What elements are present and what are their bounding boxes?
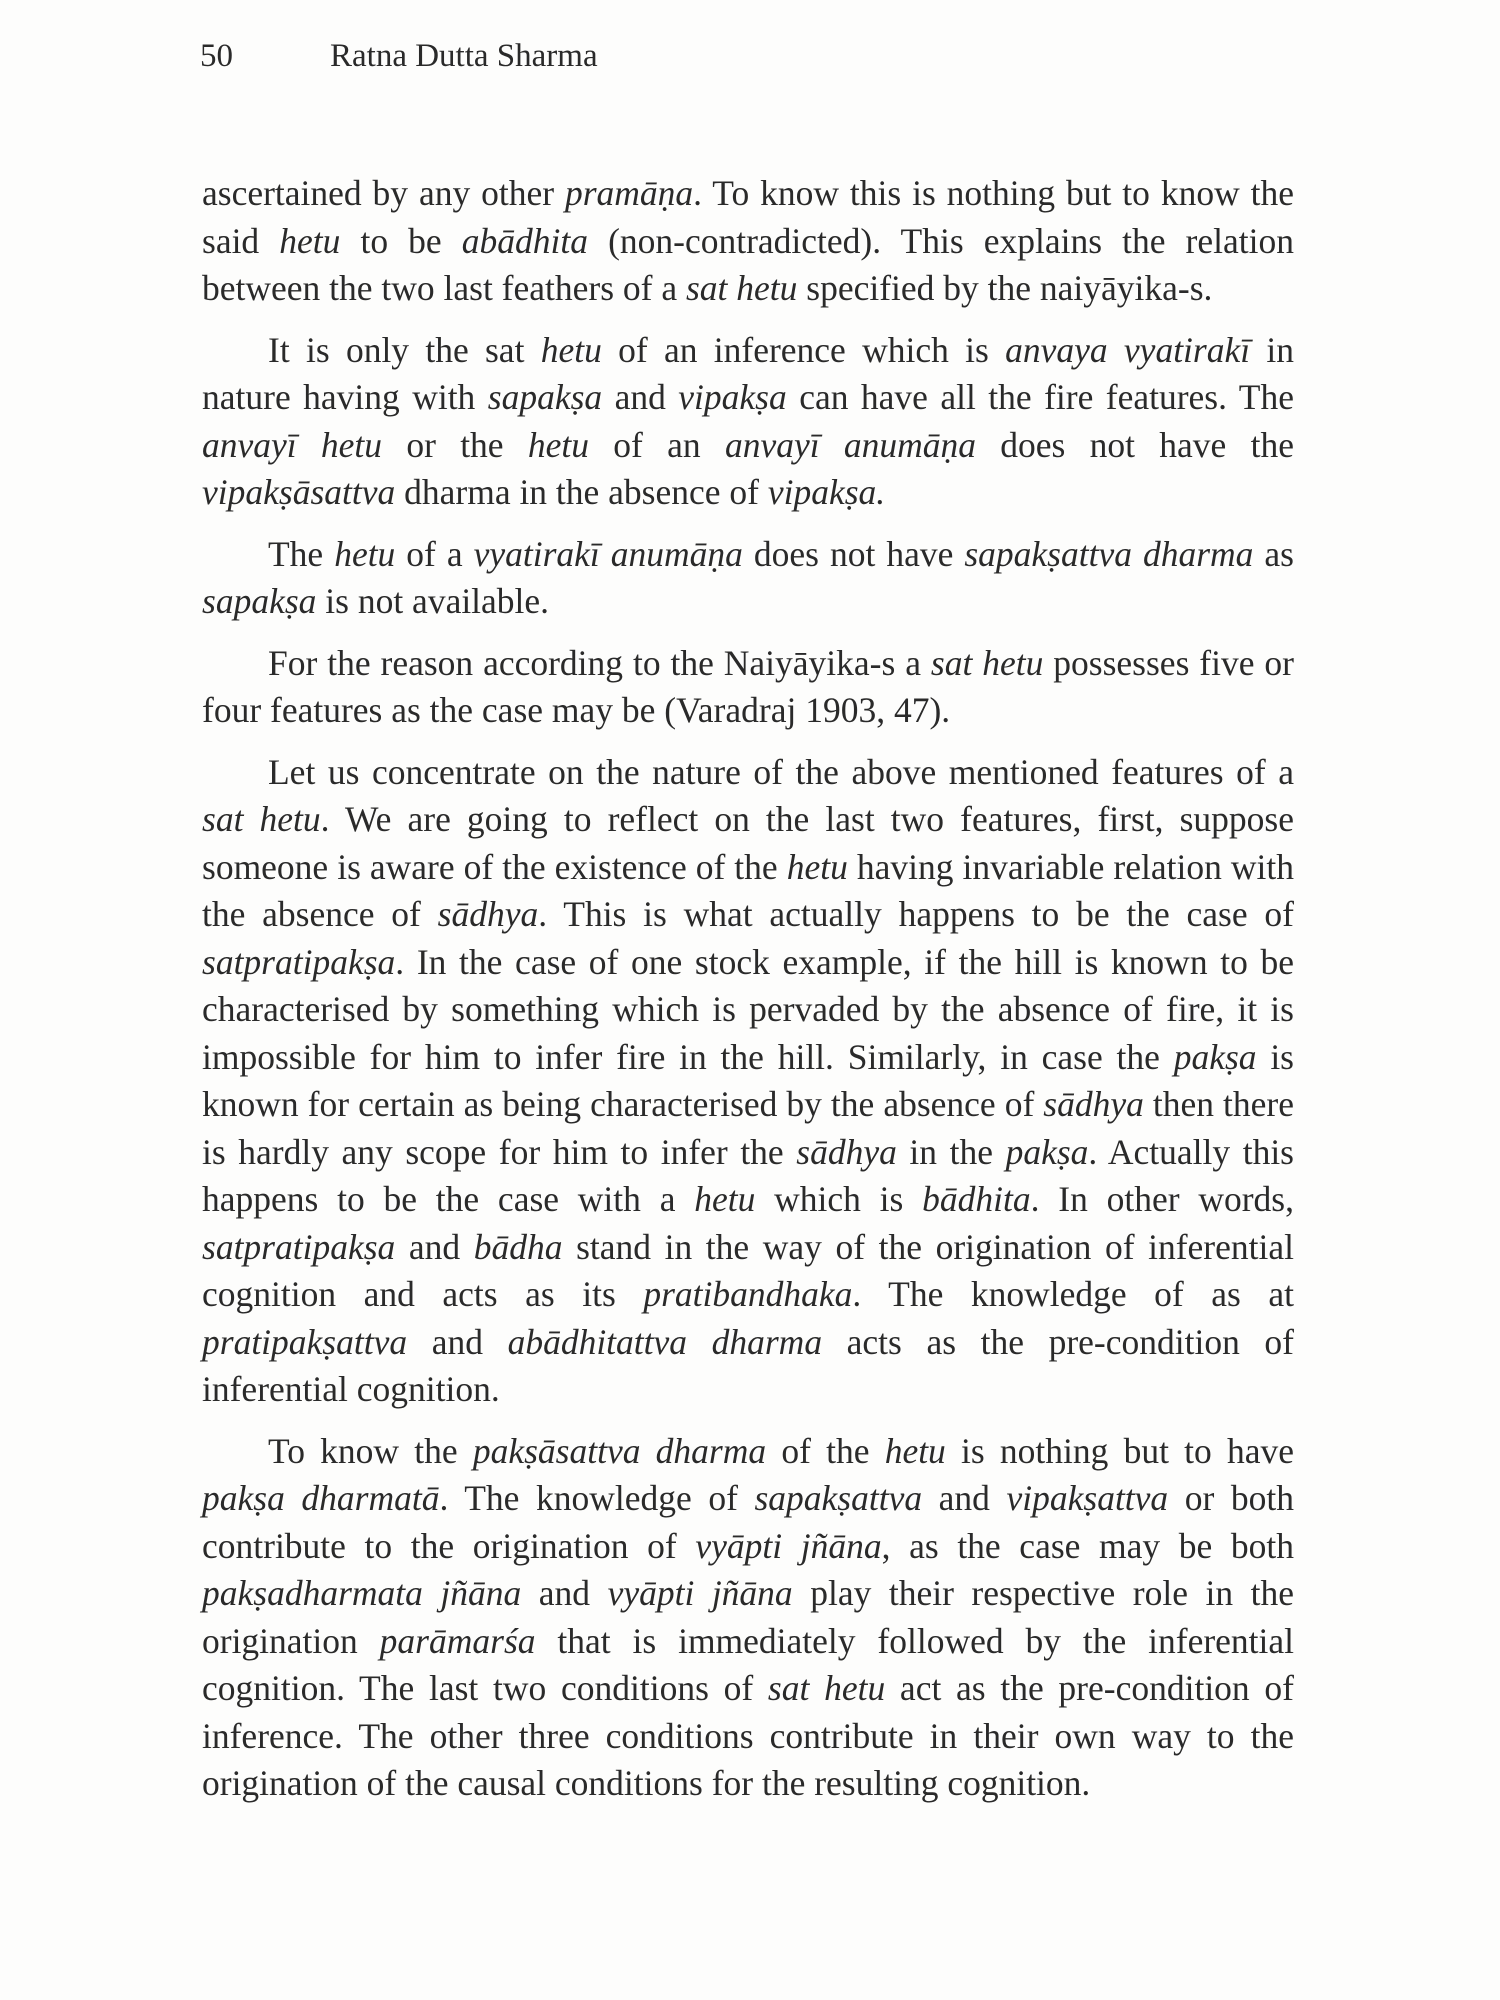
text-run: is not available. <box>316 581 550 621</box>
italic-term: vipakṣāsattva <box>202 472 396 512</box>
text-run: then there is hardly any scope for him to infer the <box>202 1084 1294 1172</box>
text-run: stand in the way of the origination of inferential cognition and acts as its <box>202 1226 1294 1314</box>
italic-term: vyāpti jñāna <box>695 1525 882 1566</box>
text-run: and <box>602 377 679 417</box>
text-run: is known for certain as being characterised by the absence of <box>202 1036 1294 1124</box>
text-run: in the <box>896 1131 1006 1172</box>
italic-term: sat hetu <box>202 799 321 839</box>
text-run: . The knowledge of <box>439 1478 755 1518</box>
text-run: , as the case may be both <box>881 1525 1295 1566</box>
paragraph <box>202 640 1294 735</box>
text-run: and <box>922 1478 1007 1518</box>
italic-term: sādhya <box>796 1131 897 1172</box>
text-run: . We are going to reflect on the last two features, first, suppose someone is aware of the existence of the <box>202 799 1294 887</box>
paragraph <box>202 170 1294 313</box>
text-run: as <box>1253 533 1295 574</box>
text-run: To know the <box>268 1430 473 1471</box>
text-run: . In the case of one stock example, if the hill is known to be characterised by something which is pervaded by the absence of fire, it is impossible for him to infer fire in the hill. Similarly, in case the <box>202 941 1294 1077</box>
italic-term: hetu <box>884 1430 946 1471</box>
text-run: to be <box>340 220 462 261</box>
text-run: play their respective role in the origination <box>202 1573 1295 1661</box>
italic-term: sapakṣa <box>202 581 317 621</box>
italic-term: pratibandhaka <box>643 1274 853 1314</box>
italic-term: anvayī anumāṇa <box>724 424 976 465</box>
italic-term: hetu <box>334 533 396 574</box>
italic-term: hetu <box>786 846 848 887</box>
text-run: which is <box>755 1179 923 1219</box>
italic-term: sādhya <box>437 894 539 934</box>
italic-term: sapakṣattva dharma <box>964 533 1254 574</box>
text-run: does not have <box>742 533 965 574</box>
italic-term: hetu <box>279 220 341 261</box>
italic-term: bādha <box>473 1226 563 1267</box>
text-run: of the <box>766 1430 885 1471</box>
text-run: The <box>268 533 335 574</box>
text-run: ascertained by any other <box>202 173 565 213</box>
italic-term: vipakṣa. <box>767 472 886 512</box>
italic-term: pakṣa <box>1005 1131 1089 1172</box>
text-run: of an inference which is <box>601 329 1006 370</box>
italic-term: hetu <box>694 1179 756 1219</box>
italic-term: sat hetu <box>767 1668 886 1708</box>
text-run: (non-contradicted). This explains the relation between the two last feathers of a <box>202 220 1294 308</box>
italic-term: sapakṣattva <box>754 1478 923 1518</box>
italic-term: hetu <box>527 424 589 465</box>
italic-term: pratipakṣattva <box>202 1321 408 1362</box>
italic-term: sapakṣa <box>487 377 603 417</box>
text-run: and <box>407 1321 508 1362</box>
text-run: possesses five or four features as the case may be (Varadraj 1903, 47). <box>202 642 1294 730</box>
italic-term: abādhitattva dharma <box>507 1321 823 1362</box>
text-run: Let us concentrate on the nature of the above mentioned features of a <box>268 751 1294 792</box>
text-run: It is only the sat <box>268 329 541 370</box>
text-run: dharma in the absence of <box>395 472 768 512</box>
italic-term: sādhya <box>1043 1084 1144 1124</box>
text-run: act as the pre-condition of inference. The other three conditions contribute in their own way to the origination of the causal conditions for the resulting cognition. <box>202 1668 1294 1803</box>
text-run: and <box>395 1226 474 1267</box>
italic-term: bādhita <box>922 1179 1031 1219</box>
text-run: specified by the naiyāyika-s. <box>797 268 1213 308</box>
text-run: . To know this is nothing but to know the said <box>202 173 1294 261</box>
italic-term: vyatirakī anumāṇa <box>473 533 743 574</box>
italic-term: pakṣa dharmatā <box>202 1478 440 1518</box>
italic-term: hetu <box>540 329 602 370</box>
body-text <box>202 170 1294 1822</box>
text-run: . This is what actually happens to be the case of <box>538 894 1294 934</box>
italic-term: vipakṣa <box>678 377 787 417</box>
page-number: 50 <box>200 38 233 74</box>
paragraph <box>202 1428 1294 1808</box>
text-run: . In other words, <box>1030 1179 1294 1219</box>
italic-term: pakṣāsattva dharma <box>472 1430 767 1471</box>
paragraph <box>202 327 1294 517</box>
text-run: and <box>521 1573 608 1613</box>
italic-term: abādhita <box>461 220 588 261</box>
italic-term: sat hetu <box>930 642 1044 683</box>
text-run: does not have the <box>976 424 1294 465</box>
italic-term: satpratipakṣa <box>202 941 396 982</box>
text-run: of an <box>588 424 725 465</box>
text-run: can have all the fire features. The <box>786 377 1294 417</box>
running-title: Ratna Dutta Sharma <box>330 38 598 74</box>
text-run: in nature having with <box>202 329 1295 417</box>
text-run: . The knowledge of as at <box>852 1274 1294 1314</box>
italic-term: anvayī hetu <box>202 424 383 465</box>
text-run: of a <box>395 533 474 574</box>
italic-term: pramāṇa <box>564 173 694 213</box>
running-header <box>200 38 598 75</box>
paragraph <box>202 531 1294 626</box>
text-run: is nothing but to have <box>945 1430 1294 1471</box>
italic-term: parāmarśa <box>379 1620 536 1661</box>
italic-term: satpratipakṣa <box>202 1226 396 1267</box>
text-run: or the <box>382 424 528 465</box>
italic-term: vyāpti jñāna <box>607 1573 793 1613</box>
italic-term: sat hetu <box>685 268 798 308</box>
paragraph <box>202 749 1294 1414</box>
italic-term: anvaya vyatirakī <box>1005 329 1251 370</box>
italic-term: vipakṣattva <box>1006 1478 1169 1518</box>
text-run: that is immediately followed by the inferential cognition. The last two conditions of <box>202 1620 1294 1708</box>
text-run: having invariable relation with the absence of <box>202 846 1294 934</box>
text-run: For the reason according to the Naiyāyika-s a <box>268 642 931 683</box>
italic-term: pakṣa <box>1173 1036 1257 1077</box>
italic-term: pakṣadharmata jñāna <box>202 1573 522 1613</box>
text-run: or both contribute to the origination of <box>202 1478 1295 1566</box>
text-run: acts as the pre-condition of inferential cognition. <box>202 1321 1294 1409</box>
text-run: . Actually this happens to be the case with a <box>202 1131 1294 1219</box>
